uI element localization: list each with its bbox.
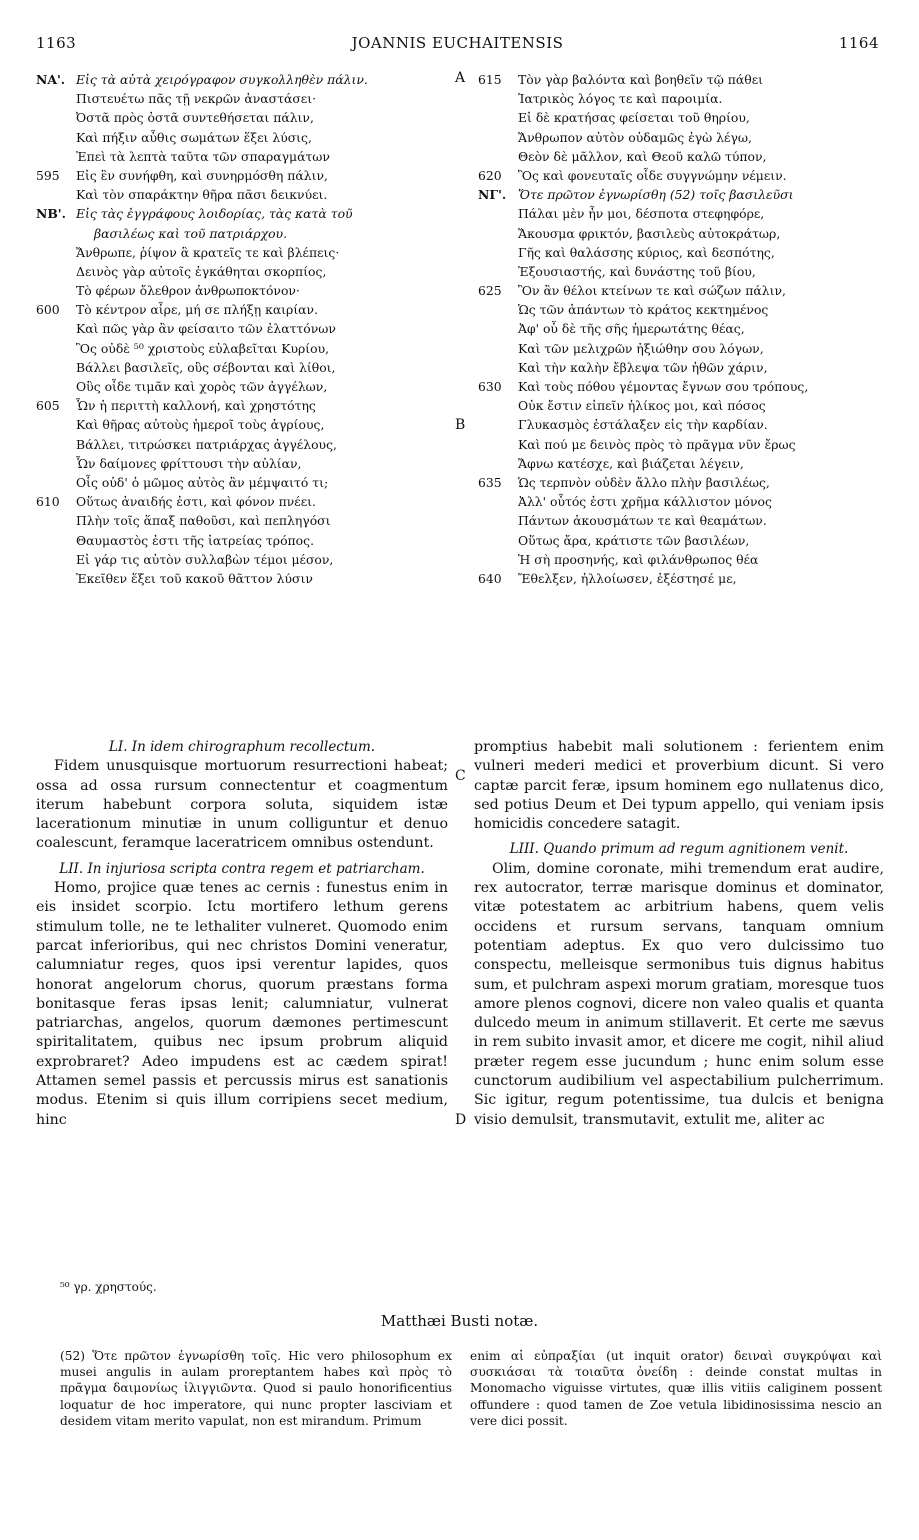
- note-paragraph: (52) Ὅτε πρῶτον ἐγνωρίσθη τοῖς. Hic vero philosophum ex musei angulis in aulam proreptantem habes καὶ πρὸς τὸ πρᾶγμα δαιμονίως ἰλιγγιῶντα. Quod si paulo honorificentius loquatur de hoc imperatore, qui nunc propter lasciviam et desidem vitam merito vapulat, non est mirandum. Primum: [60, 1349, 452, 1428]
- verse-text: Τὸ φέρων ὄλεθρον ἀνθρωποκτόνον·: [76, 283, 300, 299]
- verse-number: 625: [478, 283, 502, 299]
- verse-line: [36, 550, 456, 569]
- verse-text: Δεινὸς γὰρ αὐτοῖς ἐγκάθηται σκορπίος,: [76, 263, 327, 279]
- verse-line: [478, 262, 888, 281]
- verse-line: [478, 166, 888, 185]
- verse-text: Καὶ τοὺς πόθου γέμοντας ἔγνων σου τρόπους,: [518, 379, 809, 394]
- verse-text: Ἀλλ' οὗτός ἐστι χρῆμα κάλλιστον μόνος: [518, 494, 772, 510]
- verse-line: [478, 454, 888, 473]
- verse-text: Τὸν γὰρ βαλόντα καὶ βοηθεῖν τῷ πάθει: [518, 72, 764, 87]
- verse-line: [36, 454, 456, 473]
- verse-line: [478, 550, 888, 569]
- verse-text: Οὕτως ἀναιδής ἐστι, καὶ φόνον πνέει.: [76, 494, 316, 510]
- verse-text: Εἰς τὰς ἐγγράφους λοιδορίας, τὰς κατὰ τοῦ: [76, 206, 353, 222]
- verse-line: [478, 108, 888, 127]
- margin-letter-c: C: [455, 768, 466, 784]
- verse-number: ΝΒ'.: [36, 206, 66, 222]
- verse-line: [478, 396, 888, 415]
- verse-line: [36, 70, 456, 89]
- latin-translation-left: [36, 738, 448, 1130]
- verse-text: Καὶ πού με δεινὸς πρὸς τὸ πρᾶγμα νῦν ἔρως: [518, 436, 796, 452]
- verse-line: [36, 473, 456, 492]
- verse-line: [36, 569, 456, 588]
- verse-line: [478, 319, 888, 338]
- verse-text: Ἄνθρωπον αὐτὸν οὐδαμῶς ἐγὼ λέγω,: [518, 129, 752, 145]
- verse-text: Βάλλει βασιλεῖς, οὓς σέβονται καὶ λίθοι,: [76, 359, 336, 375]
- verse-number: 595: [36, 167, 60, 183]
- verse-text: Πάντων ἀκουσμάτων τε καὶ θεαμάτων.: [518, 513, 767, 529]
- verse-text: Οἷς οὐδ' ὁ μῶμος αὐτὸς ἂν μέμψαιτό τι;: [76, 474, 329, 490]
- verse-text: Ἄκουσμα φρικτόν, βασιλεὺς αὐτοκράτωρ,: [518, 225, 781, 241]
- verse-line: [478, 473, 888, 492]
- verse-text: Εἰ γάρ τις αὐτὸν συλλαβὼν τέμοι μέσον,: [76, 551, 334, 567]
- section-title-liii: LIII. Quando primum ad regum agnitionem venit.: [509, 841, 849, 858]
- latin-paragraph: Olim, domine coronate, mihi tremendum erat audire, rex autocrator, terræ marisque dominus et dominator, vitæ potestatem ac arbitrium habens, quem velis occidens et rursum servans, tanquam omnium potentiam adeptus. Ex quo vero dulcissimo tuo conspectu, melleisque sermonibus tuis dignus habitus sum, et pulchram aspexi morum gratiam, moresque tuos amore plenos cognovi, dicere non valeo qualis et quanta dulcedo meum in animum stillaverit. Et certe me sævus in rem subito invasit amor, et dicere me cogit, nihil aliud præter regem esse jucundum ; hunc enim solum esse cunctorum audibilium vel aspectabilium pulcherrimum. Sic igitur, regum potentissime, tua dulcis et benigna visio demulsit, transmutavit, extulit me, aliter ac: [474, 860, 884, 1128]
- verse-line: [36, 89, 456, 108]
- latin-paragraph: promptius habebit mali solutionem : ferientem enim vulneri mederi medici et proverbium dicunt. Si vero captæ parcit feræ, ipsum hominem ego nullatenus dico, sed potius Deum et Dei typum appello, qui veniam ipsis homicidis concedere satagit.: [474, 739, 884, 833]
- verse-line: [478, 70, 888, 89]
- verse-line: [36, 319, 456, 338]
- verse-text: Οὐκ ἔστιν εἰπεῖν ἡλίκος μοι, καὶ πόσος: [518, 398, 766, 414]
- latin-paragraph: Homo, projice quæ tenes ac cernis : funestus enim in eis insidet scorpio. Ictu mortifero lethum gerens stimulum tolle, ne te lethaliter vulneret. Quomodo enim parcat inferioribus, qui nec christos Domini veneratur, calumniatur reges, quos ipsi verentur lapides, quos honorat angelorum chorus, quorum præstans forma bonitasque feras ipsas lenit; calumniatur, vulnerat patriarchas, angelos, quorum dæmones pertimescunt spiritalitatem, quibus nec ipsum probrum aliquid exprobraret? Adeo impudens est ac cædem spirat! Attamen semel passis et percussis mirus est sanationis modus. Etenim si quis illum corripiens secet medium, hinc: [36, 880, 448, 1128]
- verse-line: [478, 204, 888, 223]
- running-title: JOANNIS EUCHAITENSIS: [351, 34, 564, 52]
- verse-number: 620: [478, 167, 502, 183]
- verse-line: [36, 358, 456, 377]
- verse-line: [36, 243, 456, 262]
- verse-line: [478, 492, 888, 511]
- verse-number: 630: [478, 379, 502, 394]
- verse-line: [36, 300, 456, 319]
- margin-letter-d: D: [455, 1112, 467, 1128]
- verse-text: Τὸ κέντρον αἶρε, μή σε πλήξῃ καιρίαν.: [76, 302, 319, 318]
- verse-text: Θεὸν δὲ μᾶλλον, καὶ Θεοῦ καλῶ τύπον,: [518, 148, 767, 164]
- verse-number: 615: [478, 72, 502, 87]
- verse-line: [36, 396, 456, 415]
- verse-text: Ὃς οὐδὲ ⁵⁰ χριστοὺς εὐλαβεῖται Κυρίου,: [76, 340, 330, 356]
- verse-text: Ὃν ἂν θέλοι κτείνων τε καὶ σώζων πάλιν,: [518, 283, 786, 299]
- verse-text: Οὓς οἶδε τιμᾶν καὶ χορὸς τῶν ἀγγέλων,: [76, 379, 328, 394]
- latin-translation-right: [474, 738, 884, 1130]
- verse-line: [36, 224, 456, 243]
- notes-left: [60, 1348, 452, 1429]
- verse-number: 600: [36, 302, 60, 318]
- verse-text: Πάλαι μὲν ἦν μοι, δέσποτα στεφηφόρε,: [518, 206, 765, 222]
- verse-line: [478, 377, 888, 396]
- verse-line: [36, 415, 456, 434]
- verse-text: Ἐκεῖθεν ἕξει τοῦ κακοῦ θᾶττον λύσιν: [76, 570, 313, 586]
- greek-verse-column-right: [478, 70, 888, 588]
- verse-line: [478, 435, 888, 454]
- verse-number: ΝΑ'.: [36, 72, 66, 87]
- verse-text: Γλυκασμὸς ἐστάλαξεν εἰς τὴν καρδίαν.: [518, 417, 768, 433]
- verse-line: [36, 262, 456, 281]
- verse-text: Εἰ δὲ κρατήσας φείσεται τοῦ θηρίου,: [518, 110, 750, 126]
- verse-line: [36, 128, 456, 147]
- verse-number: 635: [478, 474, 502, 490]
- running-header: [36, 34, 879, 56]
- verse-line: [478, 300, 888, 319]
- section-title-li: LI. In idem chirographum recollectum.: [108, 739, 376, 755]
- verse-text: Ἀφ' οὗ δὲ τῆς σῆς ἡμερωτάτης θέας,: [518, 321, 745, 337]
- footnote: ⁵⁰ γρ. χρηστούς.: [60, 1280, 157, 1294]
- verse-number: 610: [36, 494, 60, 510]
- verse-line: [478, 339, 888, 358]
- verse-text: Καὶ τὸν σπαράκτην θῆρα πᾶσι δεικνύει.: [76, 187, 328, 203]
- verse-text: Ἔθελξεν, ἠλλοίωσεν, ἐξέστησέ με,: [518, 570, 737, 586]
- verse-text: Ὅτε πρῶτον ἐγνωρίσθη (52) τοῖς βασιλεῦσι: [518, 187, 794, 203]
- verse-line: [478, 569, 888, 588]
- verse-text: Πλὴν τοῖς ἅπαξ παθοῦσι, καὶ πεπληγόσι: [76, 513, 331, 529]
- verse-line: [36, 492, 456, 511]
- page-number-right: 1164: [838, 34, 879, 52]
- verse-text: Γῆς καὶ θαλάσσης κύριος, καὶ δεσπότης,: [518, 244, 775, 260]
- section-title-lii: LII. In injuriosa scripta contra regem et patriarcham.: [59, 860, 425, 877]
- verse-line: [36, 339, 456, 358]
- verse-line: [478, 185, 888, 204]
- verse-text: Πιστευέτω πᾶς τῇ νεκρῶν ἀναστάσει·: [76, 91, 317, 107]
- verse-text: Καὶ πῶς γὰρ ἂν φείσαιτο τῶν ἐλαττόνων: [76, 321, 336, 337]
- verse-line: [478, 147, 888, 166]
- verse-line: [36, 377, 456, 396]
- verse-text: Ὡς τῶν ἁπάντων τὸ κράτος κεκτημένος: [518, 302, 769, 318]
- verse-text: Καὶ τῶν μελιχρῶν ἠξιώθην σου λόγων,: [518, 340, 764, 356]
- verse-text: Ἰατρικὸς λόγος τε καὶ παροιμία.: [518, 91, 723, 107]
- verse-line: [36, 204, 456, 223]
- verse-text: Ὧν ἡ περιττὴ καλλονή, καὶ χρηστότης: [76, 398, 316, 414]
- verse-line: [36, 281, 456, 300]
- verse-text: Ἄνθρωπε, ῥίψον ἃ κρατεῖς τε καὶ βλέπεις·: [76, 244, 340, 260]
- margin-letter-a: A: [455, 70, 466, 86]
- notes-title: Matthæi Busti notæ.: [380, 1312, 539, 1330]
- verse-text: Εἰς τὰ αὐτὰ χειρόγραφον συγκολληθὲν πάλιν.: [76, 72, 368, 87]
- greek-verse-column-left: [36, 70, 456, 588]
- verse-text: Θαυμαστὸς ἐστι τῆς ἰατρείας τρόπος.: [76, 532, 315, 548]
- verse-line: [478, 415, 888, 434]
- verse-text: Βάλλει, τιτρώσκει πατριάρχας ἀγγέλους,: [76, 436, 337, 452]
- verse-line: [36, 185, 456, 204]
- verse-line: [478, 89, 888, 108]
- verse-line: [36, 511, 456, 530]
- verse-text: βασιλέως καὶ τοῦ πατριάρχου.: [94, 225, 288, 241]
- verse-line: [36, 435, 456, 454]
- verse-text: Καὶ θῆρας αὐτοὺς ἡμεροῖ τοὺς ἀγρίους,: [76, 417, 325, 433]
- verse-text: Εἰς ἓν συνήφθη, καὶ συνηρμόσθη πάλιν,: [76, 167, 328, 183]
- latin-paragraph: Fidem unusquisque mortuorum resurrectioni habeat; ossa ad ossa rursum connectentur et coagmentum iterum habebunt corpora soluta, siquidem istæ lacerationum minutiæ in unum colliguntur et denuo coalescunt, feramque laceratricem omnibus ostendunt.: [36, 758, 448, 852]
- verse-text: Οὕτως ἄρα, κράτιστε τῶν βασιλέων,: [518, 532, 750, 548]
- verse-line: [478, 243, 888, 262]
- verse-line: [478, 531, 888, 550]
- verse-text: Ὡς τερπνὸν οὐδὲν ἄλλο πλὴν βασιλέως,: [518, 474, 770, 490]
- verse-text: Καὶ τὴν καλὴν ἔβλεψα τῶν ἠθῶν χάριν,: [518, 359, 768, 375]
- verse-text: Ὃς καὶ φονευταῖς οἶδε συγγνώμην νέμειν.: [518, 167, 787, 183]
- notes-right: [470, 1348, 882, 1429]
- verse-text: Ὀστᾶ πρὸς ὀστᾶ συντεθήσεται πάλιν,: [76, 110, 314, 126]
- verse-number: 605: [36, 398, 60, 414]
- verse-line: [36, 166, 456, 185]
- verse-line: [478, 128, 888, 147]
- verse-text: Ἄφνω κατέσχε, καὶ βιάζεται λέγειν,: [518, 455, 744, 471]
- verse-line: [36, 531, 456, 550]
- verse-line: [478, 358, 888, 377]
- margin-letter-b: B: [455, 417, 466, 433]
- verse-number: ΝΓ'.: [478, 187, 507, 203]
- verse-number: 640: [478, 570, 502, 586]
- verse-text: Ἐπεὶ τὰ λεπτὰ ταῦτα τῶν σπαραγμάτων: [76, 148, 330, 164]
- verse-text: Ἐξουσιαστής, καὶ δυνάστης τοῦ βίου,: [518, 263, 756, 279]
- verse-line: [36, 108, 456, 127]
- verse-line: [478, 281, 888, 300]
- note-paragraph: enim αἱ εὐπραξίαι (ut inquit orator) δειναὶ συγκρύψαι καὶ συσκιάσαι τὰ τοιαῦτα ὀνείδη : deinde constat multas in Monomacho viguisse virtutes, quæ illis vitiis caliginem possent offundere : quod tamen de Zoe vetula libidinosissima nescio an vere dici possit.: [470, 1349, 882, 1428]
- verse-text: Ὧν δαίμονες φρίττουσι τὴν αὐλίαν,: [76, 455, 302, 471]
- verse-line: [478, 511, 888, 530]
- verse-line: [36, 147, 456, 166]
- verse-line: [478, 224, 888, 243]
- page-number-left: 1163: [36, 34, 77, 52]
- verse-text: Ἡ σὴ προσηνής, καὶ φιλάνθρωπος θέα: [518, 551, 759, 567]
- verse-text: Καὶ πήξιν αὖθις σωμάτων ἕξει λύσις,: [76, 129, 312, 145]
